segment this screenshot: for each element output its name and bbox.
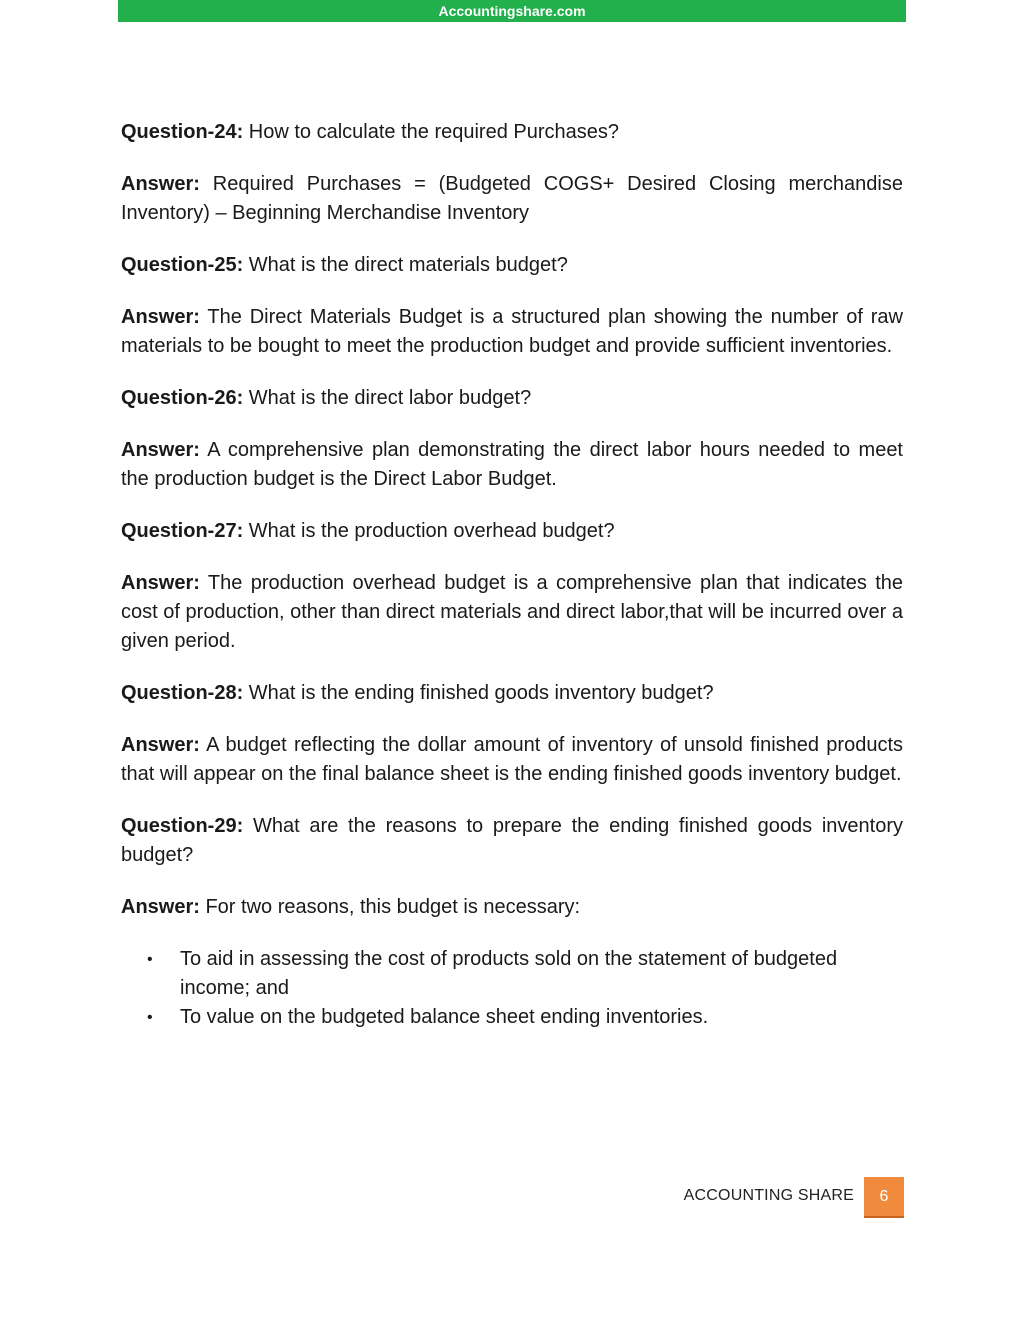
question-label: Question-26: [121,387,244,409]
answer-text: A comprehensive plan demonstrating the direct labor hours needed to meet the production budget is the Direct Labor Budget. [121,439,903,490]
question-text: How to calculate the required Purchases? [243,121,620,143]
question-25 [121,251,903,280]
question-text: What are the reasons to prepare the ending finished goods inventory budget? [121,815,903,866]
question-label: Question-25: [121,254,244,276]
question-text: What is the production overhead budget? [243,520,615,542]
answer-label: Answer: [121,439,200,461]
answer-text: For two reasons, this budget is necessary: [199,896,581,918]
site-header-bar [118,0,906,22]
reasons-list [121,945,903,1032]
page-footer [620,1177,904,1218]
question-label: Question-27: [121,520,244,542]
question-24 [121,118,903,147]
answer-label: Answer: [121,306,200,328]
answer-25 [121,303,903,361]
answer-27 [121,569,903,656]
document-body [121,118,903,1032]
bullet-icon: • [147,951,153,968]
page-number: 6 [879,1188,889,1205]
answer-24 [121,170,903,228]
question-26 [121,384,903,413]
question-28 [121,679,903,708]
answer-text: The production overhead budget is a comprehensive plan that indicates the cost of production, other than direct materials and direct labor,that will be incurred over a given period. [121,572,903,652]
question-text: What is the direct materials budget? [243,254,568,276]
list-item-text: To value on the budgeted balance sheet ending inventories. [180,1006,709,1028]
answer-29 [121,893,903,922]
question-text: What is the ending finished goods inventory budget? [243,682,714,704]
question-label: Question-29: [121,815,244,837]
answer-28 [121,731,903,789]
answer-text: Required Purchases = (Budgeted COGS+ Desired Closing merchandise Inventory) – Beginning Merchandise Inventory [121,173,903,224]
footer-brand: ACCOUNTING SHARE [683,1187,854,1204]
question-label: Question-28: [121,682,244,704]
answer-label: Answer: [121,173,200,195]
answer-label: Answer: [121,896,200,918]
answer-label: Answer: [121,734,200,756]
bullet-icon: • [147,1009,153,1026]
list-item [147,1003,903,1032]
list-item [147,945,903,1003]
site-name: Accountingshare.com [438,3,586,19]
question-27 [121,517,903,546]
list-item-text: To aid in assessing the cost of products sold on the statement of budgeted income; and [180,948,838,999]
answer-text: The Direct Materials Budget is a structured plan showing the number of raw materials to be bought to meet the production budget and provide sufficient inventories. [121,306,903,357]
answer-text: A budget reflecting the dollar amount of inventory of unsold finished products that will appear on the final balance sheet is the ending finished goods inventory budget. [121,734,903,785]
page-number-badge [864,1177,904,1218]
answer-label: Answer: [121,572,200,594]
question-text: What is the direct labor budget? [243,387,532,409]
answer-26 [121,436,903,494]
question-29 [121,812,903,870]
question-label: Question-24: [121,121,244,143]
